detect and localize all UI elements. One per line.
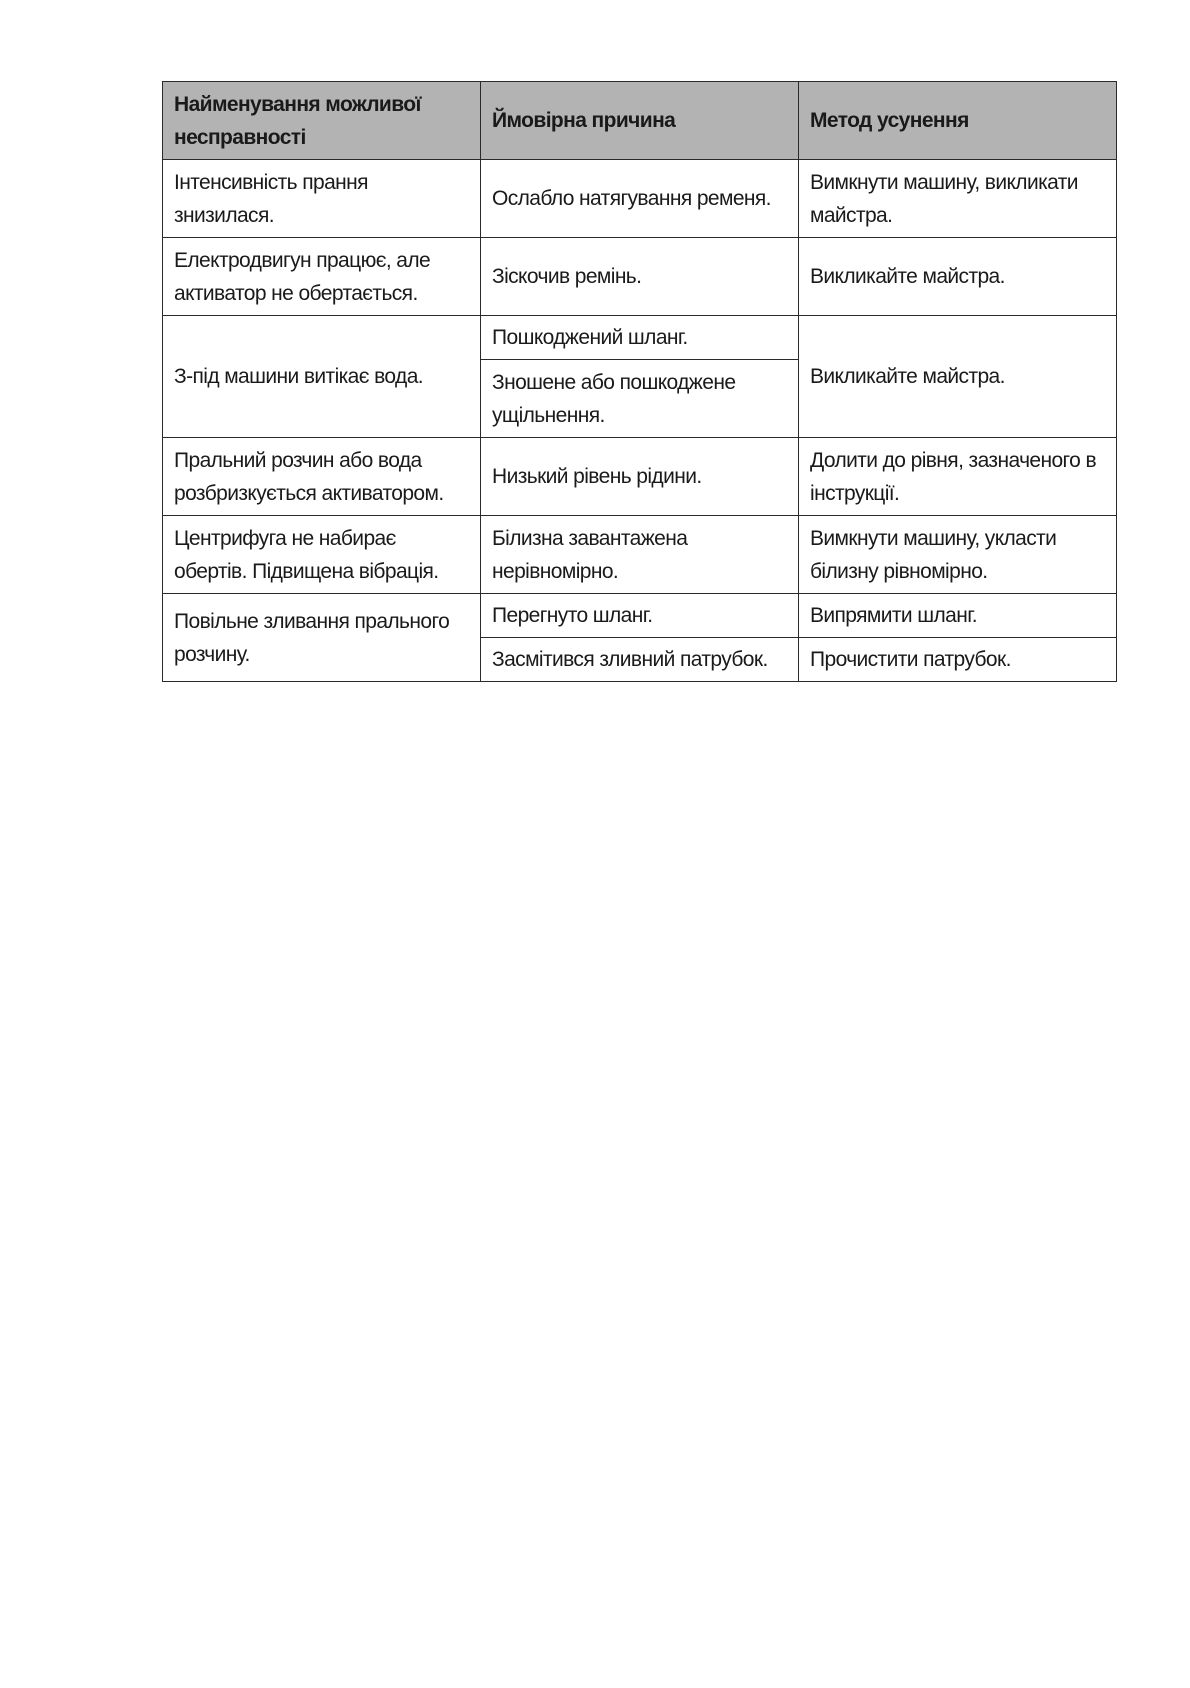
- cause-cell: Засмітився зливний патрубок.: [481, 638, 799, 682]
- table-row: [163, 438, 1117, 516]
- cause-cell: Ослабло натягування ременя.: [481, 160, 799, 238]
- remedy-cell: Вимкнути машину, викликати майстра.: [799, 160, 1117, 238]
- cause-cell: Білизна завантажена нерівномірно.: [481, 516, 799, 594]
- fault-cell: Центрифуга не набирає обертів. Підвищена вібрація.: [163, 516, 481, 594]
- table-row: [163, 594, 1117, 638]
- fault-cell: Інтенсивність прання знизилася.: [163, 160, 481, 238]
- remedy-cell: Вимкнути машину, укласти білизну рівномірно.: [799, 516, 1117, 594]
- remedy-cell: Викликайте майстра.: [799, 238, 1117, 316]
- fault-cell: Електродвигун працює, але активатор не обертається.: [163, 238, 481, 316]
- fault-cell: Повільне зливання прального розчину.: [163, 594, 481, 682]
- troubleshooting-table-wrapper: [162, 81, 1116, 682]
- cause-cell: Низький рівень рідини.: [481, 438, 799, 516]
- fault-cell: З-під машини витікає вода.: [163, 316, 481, 438]
- header-fault: Найменування можливої несправності: [163, 82, 481, 160]
- troubleshooting-table: [162, 81, 1117, 682]
- table-row: [163, 516, 1117, 594]
- fault-cell: Пральний розчин або вода розбризкується активатором.: [163, 438, 481, 516]
- cause-cell: Пошкоджений шланг.: [481, 316, 799, 360]
- table-row: [163, 160, 1117, 238]
- header-remedy: Метод усунення: [799, 82, 1117, 160]
- cause-cell: Зношене або пошкоджене ущільнення.: [481, 360, 799, 438]
- remedy-cell: Долити до рівня, зазначеного в інструкції.: [799, 438, 1117, 516]
- table-row: [163, 316, 1117, 360]
- remedy-cell: Викликайте майстра.: [799, 316, 1117, 438]
- cause-cell: Зіскочив ремінь.: [481, 238, 799, 316]
- table-row: [163, 238, 1117, 316]
- cause-cell: Перегнуто шланг.: [481, 594, 799, 638]
- table-header-row: [163, 82, 1117, 160]
- remedy-cell: Випрямити шланг.: [799, 594, 1117, 638]
- header-cause: Ймовірна причина: [481, 82, 799, 160]
- remedy-cell: Прочистити патрубок.: [799, 638, 1117, 682]
